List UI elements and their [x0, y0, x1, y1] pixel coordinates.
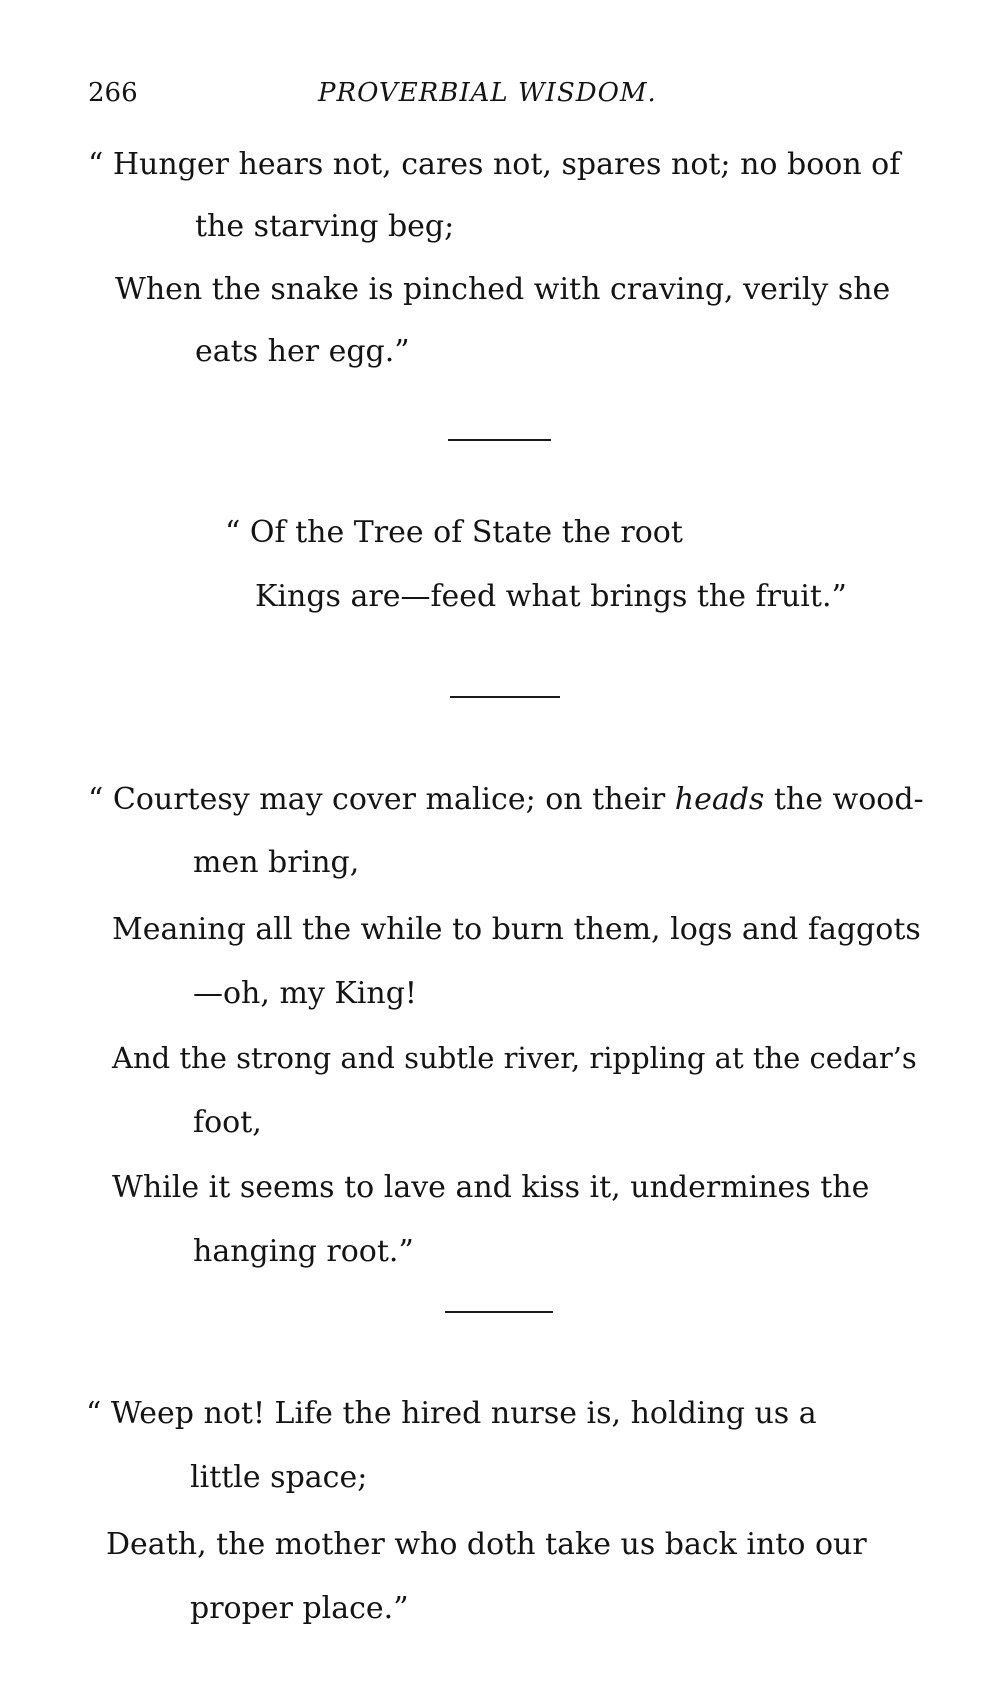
proverb-3-emphasis: heads [674, 782, 765, 817]
page-header [0, 78, 1000, 118]
section-divider [448, 439, 551, 441]
proverb-4-line-4: proper place.” [190, 1591, 409, 1626]
proverb-3-line-1-b: the wood- [773, 782, 924, 817]
proverb-4-line-3: Death, the mother who doth take us back into our [106, 1527, 867, 1562]
proverb-1-line-4: eats her egg.” [195, 334, 410, 369]
proverb-3-line-4: —oh, my King! [193, 976, 417, 1011]
proverb-3-line-7: While it seems to lave and kiss it, undermines the [112, 1170, 870, 1205]
section-divider [450, 696, 560, 698]
proverb-4-line-2: little space; [190, 1460, 368, 1495]
proverb-3-line-3: Meaning all the while to burn them, logs and faggots [112, 912, 921, 947]
running-title: PROVERBIAL WISDOM. [318, 78, 657, 108]
proverb-1-line-2: the starving beg; [195, 209, 455, 244]
proverb-1-line-3: When the snake is pinched with craving, verily she [115, 272, 891, 307]
section-divider [445, 1311, 553, 1313]
proverb-2-line-2: Kings are—feed what brings the fruit.” [255, 579, 847, 614]
page-number: 266 [88, 78, 138, 108]
proverb-1-line-1: “ Hunger hears not, cares not, spares not; no boon of [88, 147, 901, 182]
proverb-4-line-1: “ Weep not! Life the hired nurse is, holding us a [86, 1396, 817, 1431]
proverb-3-line-2: men bring, [193, 845, 360, 880]
proverb-3-line-5: And the strong and subtle river, rippling at the cedar’s [112, 1041, 917, 1075]
proverb-3-line-1-a: “ Courtesy may cover malice; on their [88, 782, 666, 817]
proverb-3-line-1 [88, 782, 924, 817]
proverb-3-line-8: hanging root.” [193, 1234, 414, 1269]
proverb-2-line-1: “ Of the Tree of State the root [225, 515, 683, 550]
proverb-3-line-6: foot, [193, 1105, 262, 1140]
